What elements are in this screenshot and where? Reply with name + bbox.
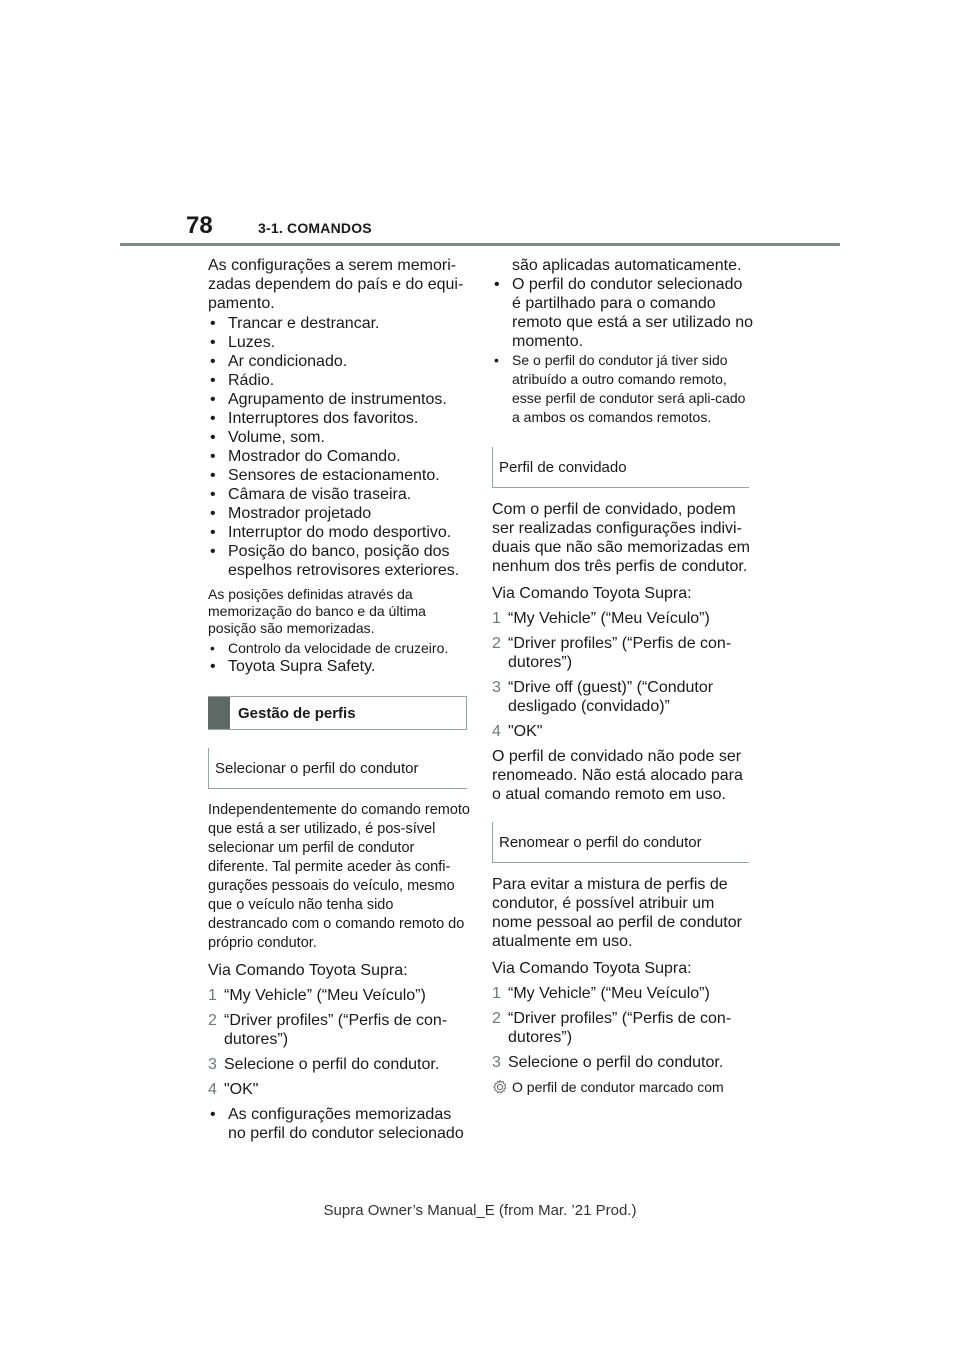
step-text: Selecione o perfil do condutor. [224,1056,440,1073]
list-item: • O perfil do condutor selecionado é partilhado para o comando remoto que está a ser utilizado no momento. [492,275,754,351]
step-item [492,634,754,672]
step-item [492,1009,754,1047]
step-item [208,1055,470,1074]
subheading-rename-profile: Renomear o perfil do condutor [492,822,749,863]
list-item: • Câmara de visão traseira. [208,485,470,504]
heading-marker [208,697,230,729]
list-item: • As configurações memorizadas no perfil do condutor selecionado [208,1105,470,1143]
left-column [208,256,470,1143]
select-profile-paragraph: Independentemente do comando remoto que está a ser utilizado, é pos-sível selecionar um perfil de condutor diferente. Tal permite aceder às confi-gurações pessoais do veículo, mesmo que o veículo não tenha sido destrancado com o comando remoto do próprio condutor. [208,802,470,951]
list-item: • Toyota Supra Safety. [208,657,470,676]
list-item: • Volume, som. [208,428,470,447]
heading-text: Gestão de perfis [238,704,356,722]
step-text: Selecione o perfil do condutor. [508,1054,724,1071]
step-number: 1 [492,985,501,1002]
settings-list-continued [208,639,470,676]
list-item: • Rádio. [208,371,470,390]
via-text: Via Comando Toyota Supra: [492,585,692,602]
via-text: Via Comando Toyota Supra: [208,962,408,979]
step-text: “My Vehicle” (“Meu Veículo”) [224,987,426,1004]
section-title: 3-1. COMANDOS [258,220,372,236]
step-text: “My Vehicle” (“Meu Veículo”) [508,985,710,1002]
continued-text: são aplicadas automaticamente. [512,257,742,274]
list-item: • Interruptor do modo desportivo. [208,523,470,542]
rename-paragraph: Para evitar a mistura de perfis de condutor, é possível atribuir um nome pessoal ao perfil de condutor atualmente em uso. [492,876,742,950]
step-item [492,722,754,741]
step-text: “Driver profiles” (“Perfis de con-dutores”) [224,1012,448,1048]
list-item: • Se o perfil do condutor já tiver sido atribuído a outro comando remoto, esse perfil de condutor será apli-cado a ambos os comandos remotos. [492,351,754,427]
step-text: “Drive off (guest)” (“Condutor desligado (convidado)” [508,679,714,715]
step-item [208,1080,470,1099]
list-item: • Mostrador projetado [208,504,470,523]
rename-step-list [492,984,754,1072]
list-item: • Luzes. [208,333,470,352]
step-number: 1 [208,987,217,1004]
memory-note: As posições definidas através da memorização do banco e da última posição são memorizadas. [208,586,426,636]
list-item: • Mostrador do Comando. [208,447,470,466]
step-number: 4 [492,723,501,740]
list-item: • Agrupamento de instrumentos. [208,390,470,409]
step-number: 4 [208,1081,217,1098]
right-column [492,256,754,1096]
step-item [492,1053,754,1072]
list-item: • Sensores de estacionamento. [208,466,470,485]
footnote-text: O perfil de condutor marcado com [512,1079,724,1095]
footnote [492,1078,754,1096]
list-item: • Controlo da velocidade de cruzeiro. [208,639,470,657]
step-number: 3 [492,679,501,696]
step-list [208,986,470,1099]
step-text: “Driver profiles” (“Perfis de con-dutores”) [508,635,732,671]
subheading-select-profile: Selecionar o perfil do condutor [208,748,467,789]
step-item [492,678,754,716]
step-number: 2 [492,635,501,652]
via-text: Via Comando Toyota Supra: [492,960,692,977]
settings-gear-icon [492,1079,508,1095]
list-item: • Trancar e destrancar. [208,314,470,333]
step-number: 3 [492,1054,501,1071]
step-item [208,986,470,1005]
step-number: 1 [492,610,501,627]
step-number: 3 [208,1056,217,1073]
step-text: “My Vehicle” (“Meu Veículo”) [508,610,710,627]
section-heading [208,696,467,730]
header-rule [120,243,840,246]
intro-text: As configurações a serem memori-zadas dependem do país e do equi-pamento. [208,257,464,312]
step-text: "OK" [224,1081,259,1098]
list-item: • Interruptores dos favoritos. [208,409,470,428]
step-item [492,609,754,628]
step-number: 2 [208,1012,217,1029]
list-item: • Ar condicionado. [208,352,470,371]
subheading-guest-profile: Perfil de convidado [492,447,749,488]
list-item: • Posição do banco, posição dos espelhos retrovisores exteriores. [208,542,470,580]
step-item [208,1011,470,1049]
result-list-continued [492,275,754,427]
settings-list [208,314,470,580]
footer: Supra Owner’s Manual_E (from Mar. ’21 Prod.) [323,1202,637,1219]
step-number: 2 [492,1010,501,1027]
page-number: 78 [186,212,213,239]
result-list [208,1105,470,1143]
guest-paragraph: Com o perfil de convidado, podem ser realizadas configurações indivi-duais que não são memorizadas em nenhum dos três perfis de condutor. [492,501,750,575]
step-text: "OK" [508,723,543,740]
step-item [492,984,754,1003]
guest-note: O perfil de convidado não pode ser renomeado. Não está alocado para o atual comando remoto em uso. [492,748,743,803]
guest-step-list [492,609,754,741]
step-text: “Driver profiles” (“Perfis de con-dutores”) [508,1010,732,1046]
